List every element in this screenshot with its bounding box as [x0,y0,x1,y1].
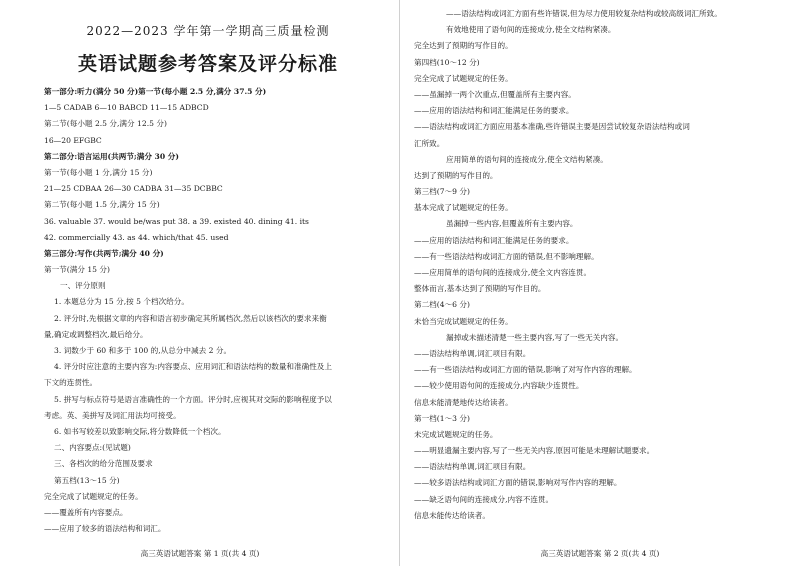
text-line: ——应用的语法结构和词汇能满足任务的要求。 [414,235,574,245]
text-line: ——应用的语法结构和词汇能满足任务的要求。 [414,106,574,116]
text-line: ——虽漏掉一两个次重点,但覆盖所有主要内容。 [414,89,576,99]
text-line: ——语法结构或词汇方面应用基本准确,些许错误主要是因尝试较复杂语法结构或词 [414,122,690,132]
text-line: 2. 评分时,先根据文章的内容和语言初步确定其所属档次,然后以该档次的要求来衡 [54,313,327,323]
text-line: 完全达到了预期的写作目的。 [414,41,513,51]
text-line: 第一部分:听力(满分 50 分)第一节(每小题 2.5 分,满分 37.5 分) [44,87,267,96]
text-line: ——较多语法结构或词汇方面的错误,影响对写作内容的理解。 [414,478,622,488]
text-line: ——缺乏语句间的连接成分,内容不连贯。 [414,494,554,504]
page-2 [400,0,800,566]
text-line: 完全完成了试题规定的任务。 [414,73,513,83]
text-line: 三、各档次的给分范围及要求 [54,459,153,469]
text-line: 汇所致。 [414,138,445,148]
text-line: 第三档(7～9 分) [414,187,470,197]
text-line: 有效地使用了语句间的连接成分,使全文结构紧凑。 [446,25,616,35]
text-line: ——应用了较多的语法结构和词汇。 [44,524,166,534]
text-line: 16—20 EFGBC [44,135,102,145]
text-line: ——有一些语法结构或词汇方面的错误,影响了对写作内容的理解。 [414,365,637,375]
text-line: 第一节(满分 15 分) [44,265,110,275]
text-line: 信息未能传达给读者。 [414,510,490,520]
text-line: 第二部分:语言运用(共两节;满分 30 分) [44,151,179,161]
text-line: 信息未能清楚地传达给读者。 [414,397,513,407]
page-2-footer: 高三英语试题答案 第 2 页(共 4 页) [540,549,660,558]
text-line: 第五档(13～15 分) [54,475,120,485]
text-line: 漏掉或未描述清楚一些主要内容,写了一些无关内容。 [446,332,624,342]
text-line: ——较少使用语句间的连接成分,内容缺少连贯性。 [414,381,584,391]
text-line: 第二档(4～6 分) [414,300,470,310]
text-line: 36. valuable 37. would be/was put 38. a 39. existed 40. dining 41. its [44,216,309,226]
text-line: 一、评分原则 [60,281,106,291]
text-line: 下文的连贯性。 [44,378,98,388]
text-line: 量,确定或调整档次,最后给分。 [44,329,148,339]
text-line: 3. 词数少于 60 和多于 100 的,从总分中减去 2 分。 [54,346,232,355]
text-line: 基本完成了试题规定的任务。 [414,203,513,213]
text-line: 42. commercially 43. as 44. which/that 45. used [44,232,229,242]
text-line: 第四档(10～12 分) [414,57,480,67]
text-line: ——应用简单的语句间的连接成分,使全文内容连贯。 [414,268,592,277]
document-title: 英语试题参考答案及评分标准 [77,53,338,75]
text-line: 第二节(每小题 2.5 分,满分 12.5 分) [44,119,167,129]
page-1-footer: 高三英语试题答案 第 1 页(共 4 页) [140,549,260,558]
text-line: 二、内容要点:(见试题) [54,443,131,453]
text-line: ——覆盖所有内容要点。 [44,507,128,517]
text-line: ——明显遗漏主要内容,写了一些无关内容,原因可能是未理解试题要求。 [414,446,655,456]
text-line: ——有一些语法结构或词汇方面的错误,但不影响理解。 [414,251,599,261]
text-line: 第二节(每小题 1.5 分,满分 15 分) [44,200,160,210]
exam-header: 2022—2023 学年第一学期高三质量检测 [86,24,330,38]
page-2-body [414,6,786,524]
text-line: 整体而言,基本达到了预期的写作目的。 [414,284,546,294]
text-line: 第一档(1～3 分) [414,413,470,423]
text-line: 21—25 CDBAA 26—30 CADBA 31—35 DCBBC [44,184,223,194]
text-line: ——语法结构单调,词汇项目有限。 [414,462,531,472]
text-line: 第三部分:写作(共两节;满分 40 分) [44,248,164,258]
text-line: 考虑。英、美拼写及词汇用法均可接受。 [44,410,181,420]
text-line: 未完成试题规定的任务。 [414,429,498,439]
text-line: 应用简单的语句间的连接成分,使全文结构紧凑。 [446,154,608,164]
text-line: 达到了预期的写作目的。 [414,170,498,180]
text-line: 未恰当完成试题规定的任务。 [414,316,513,326]
text-line: 6. 如书写较差以致影响交际,将分数降低一个档次。 [54,426,226,436]
text-line: 1. 本题总分为 15 分,按 5 个档次给分。 [54,297,189,307]
text-line: 虽漏掉一些内容,但覆盖所有主要内容。 [446,219,578,229]
text-line: ——语法结构或词汇方面有些许错误,但为尽力使用较复杂结构或较高级词汇所致。 [446,9,722,18]
text-line: 1—5 CADAB 6—10 BABCD 11—15 ADBCD [44,103,209,113]
text-line: 5. 拼写与标点符号是语言准确性的一个方面。评分时,应视其对交际的影响程度予以 [54,394,332,404]
text-line: ——语法结构单调,词汇项目有限。 [414,348,531,358]
page-1-body [44,84,382,537]
text-line: 4. 评分时应注意的主要内容为:内容要点、应用词汇和语法结构的数量和准确性及上 [54,362,332,372]
text-line: 第一节(每小题 1 分,满分 15 分) [44,167,153,177]
text-line: 完全完成了试题规定的任务。 [44,491,143,501]
